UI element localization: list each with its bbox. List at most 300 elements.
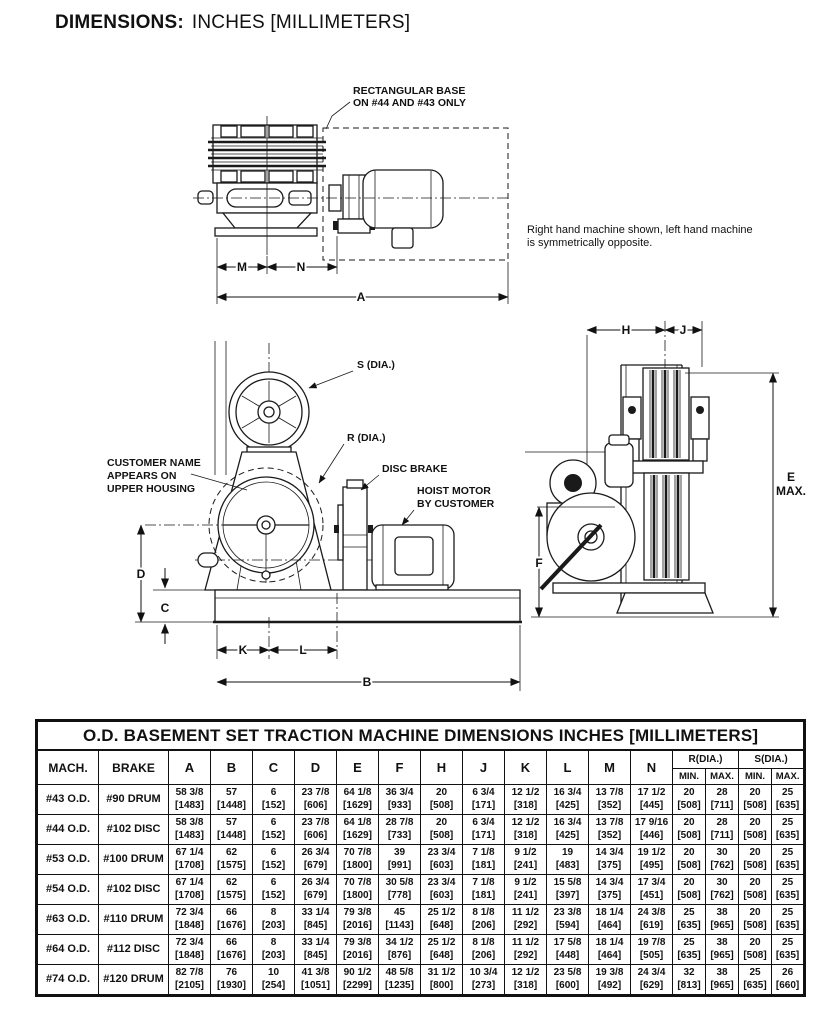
value-millimeters: [1708] xyxy=(175,889,204,901)
brake-cell: #110 DRUM xyxy=(99,905,169,935)
value-millimeters: [352] xyxy=(597,799,622,811)
value-inches: 12 1/2 xyxy=(511,967,540,978)
plan-motor-assembly xyxy=(329,170,443,248)
dimension-cell xyxy=(739,845,772,875)
dim-label-k: K xyxy=(238,643,248,657)
secondary-sheave xyxy=(229,372,309,457)
value-millimeters: [1848] xyxy=(175,949,204,961)
customer-callout-line3: UPPER HOUSING xyxy=(107,483,196,495)
page-title xyxy=(55,12,410,34)
dimension-cell xyxy=(589,785,631,815)
customer-callout-line2: APPEARS ON xyxy=(107,470,177,482)
dimensions-table-wrapper xyxy=(35,719,805,997)
value-inches: 15 5/8 xyxy=(553,877,582,888)
value-inches: 64 1/8 xyxy=(343,787,372,798)
value-inches: 30 xyxy=(716,847,728,858)
dimension-cell xyxy=(295,875,337,905)
plan-view-drawing xyxy=(95,80,515,320)
dimension-cell xyxy=(631,905,673,935)
dimension-cell xyxy=(505,875,547,905)
value-inches: 32 xyxy=(683,967,695,978)
value-millimeters: [508] xyxy=(743,859,767,871)
dimension-cell xyxy=(739,965,772,996)
machine-cell: #54 O.D. xyxy=(37,875,99,905)
col-header-mach: MACH. xyxy=(37,750,99,785)
value-millimeters: [508] xyxy=(743,889,767,901)
value-millimeters: [1676] xyxy=(217,919,246,931)
value-inches: 20 xyxy=(749,907,761,918)
machine-cell: #53 O.D. xyxy=(37,845,99,875)
value-millimeters: [425] xyxy=(555,829,580,841)
disc-brake-assembly xyxy=(334,480,373,590)
dimension-cell xyxy=(505,845,547,875)
brake-cell: #120 DRUM xyxy=(99,965,169,996)
value-inches: 28 7/8 xyxy=(385,817,414,828)
value-millimeters: [425] xyxy=(555,799,580,811)
dimension-cell xyxy=(169,965,211,996)
value-inches: 79 3/8 xyxy=(343,907,372,918)
value-inches: 18 1/4 xyxy=(595,907,624,918)
value-millimeters: [464] xyxy=(597,919,622,931)
col-group-s-dia: S(DIA.) xyxy=(739,750,805,769)
value-inches: 66 xyxy=(225,937,238,948)
value-inches: 70 7/8 xyxy=(343,847,372,858)
value-inches: 6 xyxy=(270,787,277,798)
value-inches: 16 3/4 xyxy=(553,787,582,798)
value-inches: 10 3/4 xyxy=(469,967,498,978)
value-inches: 26 3/4 xyxy=(301,877,330,888)
value-millimeters: [508] xyxy=(677,859,701,871)
col-header-b: B xyxy=(211,750,253,785)
value-millimeters: [778] xyxy=(387,889,412,901)
dimension-cell xyxy=(253,965,295,996)
value-inches: 72 3/4 xyxy=(175,937,204,948)
dim-label-h: H xyxy=(621,323,631,337)
value-inches: 58 3/8 xyxy=(175,817,204,828)
value-millimeters: [464] xyxy=(597,949,622,961)
value-inches: 76 xyxy=(225,967,238,978)
dimension-cell xyxy=(463,905,505,935)
plan-dimension-n xyxy=(267,260,337,274)
value-inches: 38 xyxy=(716,907,728,918)
value-millimeters: [1448] xyxy=(217,829,246,841)
dimension-cell xyxy=(169,845,211,875)
value-millimeters: [181] xyxy=(471,859,496,871)
bedplate xyxy=(213,590,522,622)
hoist-callout-line1: HOIST MOTOR xyxy=(417,485,491,497)
dimension-cell xyxy=(337,935,379,965)
dimension-cell xyxy=(673,905,706,935)
dimension-cell xyxy=(337,875,379,905)
dimension-cell xyxy=(772,965,805,996)
value-millimeters: [635] xyxy=(775,919,800,931)
dimension-cell xyxy=(589,875,631,905)
value-inches: 20 xyxy=(749,817,761,828)
value-inches: 34 1/2 xyxy=(385,937,414,948)
col-header-d: D xyxy=(295,750,337,785)
value-inches: 8 xyxy=(270,907,277,918)
value-inches: 25 xyxy=(782,847,794,858)
value-millimeters: [1575] xyxy=(217,889,246,901)
front-dimension-l xyxy=(269,643,337,657)
value-inches: 30 xyxy=(716,877,728,888)
value-inches: 25 1/2 xyxy=(427,907,456,918)
dimension-cell xyxy=(547,815,589,845)
dimension-cell xyxy=(337,785,379,815)
value-inches: 20 xyxy=(435,787,448,798)
value-inches: 24 3/8 xyxy=(637,907,666,918)
dimension-cell xyxy=(295,785,337,815)
dimension-cell xyxy=(673,935,706,965)
value-millimeters: [1575] xyxy=(217,859,246,871)
value-inches: 45 xyxy=(393,907,406,918)
value-inches: 23 3/4 xyxy=(427,847,456,858)
dim-label-m: M xyxy=(237,260,247,274)
value-millimeters: [876] xyxy=(387,949,412,961)
dimension-cell xyxy=(547,905,589,935)
dimension-cell xyxy=(211,965,253,996)
side-dimension-j xyxy=(665,323,702,337)
value-inches: 17 3/4 xyxy=(637,877,666,888)
dimension-cell xyxy=(505,815,547,845)
dimension-cell xyxy=(211,845,253,875)
table-row xyxy=(37,935,805,965)
col-header-brake: BRAKE xyxy=(99,750,169,785)
value-inches: 72 3/4 xyxy=(175,907,204,918)
value-millimeters: [965] xyxy=(710,919,734,931)
value-millimeters: [845] xyxy=(303,949,328,961)
side-dimension-e xyxy=(773,373,806,617)
dimension-cell xyxy=(169,935,211,965)
dimension-cell xyxy=(379,785,421,815)
dimension-cell xyxy=(589,935,631,965)
value-millimeters: [508] xyxy=(743,799,767,811)
value-millimeters: [1676] xyxy=(217,949,246,961)
value-millimeters: [606] xyxy=(303,829,328,841)
value-millimeters: [152] xyxy=(261,829,286,841)
value-inches: 57 xyxy=(225,817,238,828)
value-inches: 20 xyxy=(749,847,761,858)
dimension-cell xyxy=(421,905,463,935)
dimension-cell xyxy=(421,875,463,905)
dimension-cell xyxy=(295,845,337,875)
dim-label-l: L xyxy=(299,643,307,657)
dim-label-d: D xyxy=(136,567,146,581)
dimension-cell xyxy=(463,785,505,815)
value-inches: 18 1/4 xyxy=(595,937,624,948)
value-millimeters: [241] xyxy=(513,889,538,901)
value-millimeters: [508] xyxy=(743,829,767,841)
value-millimeters: [352] xyxy=(597,829,622,841)
value-millimeters: [603] xyxy=(429,859,454,871)
value-inches: 23 7/8 xyxy=(301,817,330,828)
value-inches: 25 xyxy=(683,937,695,948)
dimension-cell xyxy=(706,905,739,935)
value-inches: 62 xyxy=(225,877,238,888)
value-inches: 6 3/4 xyxy=(472,787,495,798)
dimension-cell xyxy=(295,935,337,965)
value-millimeters: [813] xyxy=(677,979,701,991)
plan-dimension-m xyxy=(217,260,267,274)
hand-note-line1: Right hand machine shown, left hand machine xyxy=(527,224,753,236)
value-millimeters: [635] xyxy=(677,919,701,931)
col-header-s-min: MIN. xyxy=(739,769,772,785)
value-inches: 20 xyxy=(683,787,695,798)
value-millimeters: [397] xyxy=(555,889,580,901)
col-header-n: N xyxy=(631,750,673,785)
machine-cell: #44 O.D. xyxy=(37,815,99,845)
dimension-cell xyxy=(211,815,253,845)
value-inches: 12 1/2 xyxy=(511,817,540,828)
value-inches: 19 1/2 xyxy=(637,847,666,858)
value-millimeters: [619] xyxy=(639,919,664,931)
value-millimeters: [203] xyxy=(261,919,286,931)
disc-brake-label: DISC BRAKE xyxy=(382,463,448,475)
value-millimeters: [603] xyxy=(429,889,454,901)
dimension-cell xyxy=(589,965,631,996)
dim-label-b: B xyxy=(362,675,372,689)
table-row xyxy=(37,815,805,845)
dimension-cell xyxy=(547,935,589,965)
value-millimeters: [606] xyxy=(303,799,328,811)
dim-label-e: E xyxy=(786,470,796,484)
table-row xyxy=(37,785,805,815)
dimension-cell xyxy=(505,905,547,935)
value-millimeters: [483] xyxy=(555,859,580,871)
plan-dimension-a xyxy=(217,290,508,304)
dimension-cell xyxy=(463,845,505,875)
value-inches: 19 xyxy=(561,847,574,858)
dimension-cell xyxy=(379,875,421,905)
value-inches: 25 xyxy=(782,787,794,798)
value-inches: 24 3/4 xyxy=(637,967,666,978)
value-inches: 39 xyxy=(393,847,406,858)
value-millimeters: [508] xyxy=(743,919,767,931)
dimension-cell xyxy=(706,815,739,845)
value-inches: 26 3/4 xyxy=(301,847,330,858)
dimension-cell xyxy=(253,875,295,905)
value-millimeters: [648] xyxy=(429,919,454,931)
dimension-cell xyxy=(631,965,673,996)
value-millimeters: [241] xyxy=(513,859,538,871)
rect-base-callout-line1: RECTANGULAR BASE xyxy=(353,85,466,97)
value-inches: 64 1/8 xyxy=(343,817,372,828)
value-millimeters: [152] xyxy=(261,889,286,901)
dimension-cell xyxy=(379,845,421,875)
dimension-cell xyxy=(739,815,772,845)
dimension-cell xyxy=(295,965,337,996)
dimension-cell xyxy=(337,965,379,996)
side-dimension-h xyxy=(587,323,665,337)
dimension-cell xyxy=(739,905,772,935)
machine-cell: #74 O.D. xyxy=(37,965,99,996)
dimension-cell xyxy=(547,845,589,875)
hoist-motor xyxy=(372,525,454,590)
dimension-cell xyxy=(379,935,421,965)
value-millimeters: [648] xyxy=(429,949,454,961)
value-inches: 16 3/4 xyxy=(553,817,582,828)
dimension-cell xyxy=(772,905,805,935)
dimension-cell xyxy=(589,905,631,935)
dimension-cell xyxy=(706,935,739,965)
dimensions-table xyxy=(35,719,806,997)
hand-note-line2: is symmetrically opposite. xyxy=(527,237,653,249)
table-row xyxy=(37,905,805,935)
col-header-r-min: MIN. xyxy=(673,769,706,785)
dimension-cell xyxy=(463,815,505,845)
dimension-cell xyxy=(673,815,706,845)
dimension-cell xyxy=(772,815,805,845)
side-dimension-f xyxy=(535,507,542,617)
dim-label-j: J xyxy=(679,323,687,337)
value-inches: 14 3/4 xyxy=(595,877,624,888)
value-millimeters: [1051] xyxy=(301,979,330,991)
value-millimeters: [273] xyxy=(471,979,496,991)
value-millimeters: [1930] xyxy=(217,979,246,991)
value-inches: 20 xyxy=(435,817,448,828)
col-header-f: F xyxy=(379,750,421,785)
value-millimeters: [152] xyxy=(261,859,286,871)
dimension-cell xyxy=(421,815,463,845)
value-millimeters: [1848] xyxy=(175,919,204,931)
value-inches: 41 3/8 xyxy=(301,967,330,978)
dimension-cell xyxy=(211,935,253,965)
value-millimeters: [508] xyxy=(429,799,454,811)
value-inches: 57 xyxy=(225,787,238,798)
value-millimeters: [508] xyxy=(677,829,701,841)
value-millimeters: [594] xyxy=(555,919,580,931)
dimension-cell xyxy=(631,875,673,905)
value-inches: 17 9/16 xyxy=(634,817,669,828)
dimension-cell xyxy=(505,785,547,815)
dimension-cell xyxy=(631,845,673,875)
value-millimeters: [318] xyxy=(513,799,538,811)
value-inches: 13 7/8 xyxy=(595,817,624,828)
value-millimeters: [1800] xyxy=(343,859,372,871)
value-millimeters: [679] xyxy=(303,889,328,901)
value-millimeters: [508] xyxy=(677,889,701,901)
dimension-cell xyxy=(772,875,805,905)
value-inches: 13 7/8 xyxy=(595,787,624,798)
value-millimeters: [508] xyxy=(429,829,454,841)
value-millimeters: [1800] xyxy=(343,889,372,901)
value-millimeters: [206] xyxy=(471,919,496,931)
col-header-h: H xyxy=(421,750,463,785)
s-dia-callout xyxy=(309,359,395,388)
value-millimeters: [445] xyxy=(639,799,664,811)
value-millimeters: [635] xyxy=(775,949,800,961)
value-inches: 6 xyxy=(270,847,277,858)
dimension-cell xyxy=(421,785,463,815)
brake-cell: #90 DRUM xyxy=(99,785,169,815)
value-millimeters: [762] xyxy=(710,859,734,871)
dimension-cell xyxy=(673,845,706,875)
col-header-e: E xyxy=(337,750,379,785)
value-millimeters: [635] xyxy=(775,829,800,841)
value-inches: 67 1/4 xyxy=(175,847,204,858)
dimension-cell xyxy=(673,965,706,996)
value-inches: 6 xyxy=(270,817,277,828)
dimension-cell xyxy=(772,845,805,875)
value-millimeters: [375] xyxy=(597,889,622,901)
value-millimeters: [318] xyxy=(513,979,538,991)
value-inches: 38 xyxy=(716,967,728,978)
lower-drum-grooves xyxy=(644,473,689,580)
value-inches: 23 5/8 xyxy=(553,967,582,978)
value-millimeters: [965] xyxy=(710,949,734,961)
value-millimeters: [845] xyxy=(303,919,328,931)
front-dimension-c xyxy=(161,568,170,644)
side-view-drawing xyxy=(525,295,835,645)
value-inches: 20 xyxy=(749,937,761,948)
value-inches: 20 xyxy=(749,787,761,798)
value-inches: 33 1/4 xyxy=(301,907,330,918)
dimension-cell xyxy=(631,935,673,965)
table-row xyxy=(37,845,805,875)
value-inches: 25 xyxy=(782,907,794,918)
dimension-cell xyxy=(739,785,772,815)
brake-cell: #102 DISC xyxy=(99,875,169,905)
dimension-cell xyxy=(253,845,295,875)
value-inches: 7 1/8 xyxy=(472,877,495,888)
dimension-cell xyxy=(463,875,505,905)
value-inches: 7 1/8 xyxy=(472,847,495,858)
value-inches: 20 xyxy=(749,877,761,888)
value-inches: 23 7/8 xyxy=(301,787,330,798)
value-inches: 67 1/4 xyxy=(175,877,204,888)
value-millimeters: [2016] xyxy=(343,919,372,931)
value-millimeters: [152] xyxy=(261,799,286,811)
front-dimension-k xyxy=(217,643,269,657)
dimension-cell xyxy=(463,935,505,965)
value-millimeters: [495] xyxy=(639,859,664,871)
dimension-cell xyxy=(739,935,772,965)
value-inches: 20 xyxy=(683,847,695,858)
value-millimeters: [1448] xyxy=(217,799,246,811)
value-millimeters: [492] xyxy=(597,979,622,991)
value-inches: 79 3/8 xyxy=(343,937,372,948)
value-inches: 23 3/8 xyxy=(553,907,582,918)
value-millimeters: [2105] xyxy=(175,979,204,991)
value-millimeters: [171] xyxy=(471,799,496,811)
dimension-cell xyxy=(739,875,772,905)
col-header-s-max: MAX. xyxy=(772,769,805,785)
brake-cell: #102 DISC xyxy=(99,815,169,845)
dimension-cell xyxy=(253,815,295,845)
dimension-cell xyxy=(421,845,463,875)
dimension-cell xyxy=(547,785,589,815)
foundation-pedestal xyxy=(617,593,713,613)
value-inches: 17 1/2 xyxy=(637,787,666,798)
dim-label-a: A xyxy=(356,290,366,304)
r-dia-label: R (DIA.) xyxy=(347,432,386,444)
value-millimeters: [800] xyxy=(429,979,454,991)
value-inches: 9 1/2 xyxy=(514,877,537,888)
value-millimeters: [1629] xyxy=(343,829,372,841)
dimension-cell xyxy=(253,935,295,965)
dimension-cell xyxy=(169,875,211,905)
value-millimeters: [2016] xyxy=(343,949,372,961)
value-inches: 19 7/8 xyxy=(637,937,666,948)
col-group-r-dia: R(DIA.) xyxy=(673,750,739,769)
value-millimeters: [1483] xyxy=(175,799,204,811)
value-millimeters: [733] xyxy=(387,829,412,841)
value-inches: 25 1/2 xyxy=(427,937,456,948)
value-inches: 38 xyxy=(716,937,728,948)
col-header-k: K xyxy=(505,750,547,785)
dimension-cell xyxy=(169,905,211,935)
value-inches: 58 3/8 xyxy=(175,787,204,798)
